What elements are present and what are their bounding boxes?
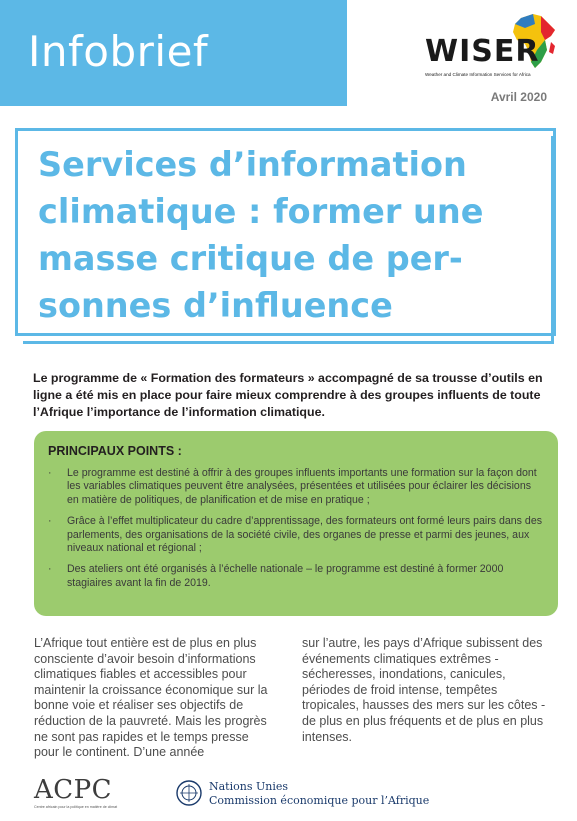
key-points-list <box>34 467 544 598</box>
key-points-box <box>34 431 558 616</box>
body-column-1: L’Afrique tout entière est de plus en plus consciente d’avoir besoin d’informations climatiques fiables et accessibles pour maintenir la croissance économique sur la bonne voie et réaliser ses objectifs de réduction de la pauvreté. Mais les progrès ne sont pas rapides et le temps presse pour le continent. D’une année <box>34 636 268 760</box>
wiser-logo-text: WISER <box>425 34 540 69</box>
un-name: Nations Unies <box>209 780 288 793</box>
uneca-text <box>209 780 429 808</box>
un-emblem-icon <box>176 780 202 806</box>
bullet-marker: · <box>48 515 52 528</box>
list-item <box>34 563 544 590</box>
infobrief-title: Infobrief <box>28 27 209 76</box>
key-point-text: Des ateliers ont été organisés à l’échelle nationale – le programme est destiné à former 2000 stagiaires avant la fin de 2019. <box>67 563 504 589</box>
list-item <box>34 515 544 555</box>
list-item <box>34 467 544 507</box>
intro-paragraph: Le programme de « Formation des formateurs » accompagné de sa trousse d’outils en ligne a été mis en place pour faire mieux comprendre à des groupes influents de toute l’Afrique l’importance de l’information climatique. <box>33 371 543 419</box>
key-point-text: Le programme est destiné à offrir à des groupes influents importants une formation sur la façon dont les variables climatiques peuvent être analysées, présentées et utilisées pour éclairer les décisions en matière de politiques, de planification et de mise en pratique ; <box>67 467 537 506</box>
body-column-2: sur l’autre, les pays d’Afrique subissent des événements climatiques extrêmes - sécheresses, inondations, canicules, périodes de froid intense, tempêtes tropicales, hausses des mers sur les côtes - de plus en plus fréquents et de plus en plus intenses. <box>302 636 546 744</box>
bullet-marker: · <box>48 467 52 479</box>
publication-date: Avril 2020 <box>490 90 547 104</box>
key-points-heading: PRINCIPAUX POINTS : <box>48 444 182 458</box>
header-banner <box>0 0 347 106</box>
wiser-logo-subtitle: Weather and Climate Information Services for Africa <box>425 72 531 77</box>
wiser-logo <box>425 12 565 84</box>
acpc-logo-text: ACPC <box>34 775 113 805</box>
headline: Services d’information climatique : former une masse critique de per-sonnes d’influence <box>38 145 484 325</box>
bullet-marker: · <box>48 563 52 576</box>
uneca-name: Commission économique pour l’Afrique <box>209 794 430 807</box>
acpc-logo <box>34 775 117 809</box>
headline-box <box>15 128 556 336</box>
key-point-text: Grâce à l’effet multiplicateur du cadre d’apprentissage, des formateurs ont formé leurs pairs dans des parlements, des organisations de la société civile, des organes de presse et parmi des jeunes, aux niveaux national et régional ; <box>67 515 543 555</box>
acpc-logo-subtitle: Centre africain pour la politique en matière de climat <box>34 805 118 809</box>
